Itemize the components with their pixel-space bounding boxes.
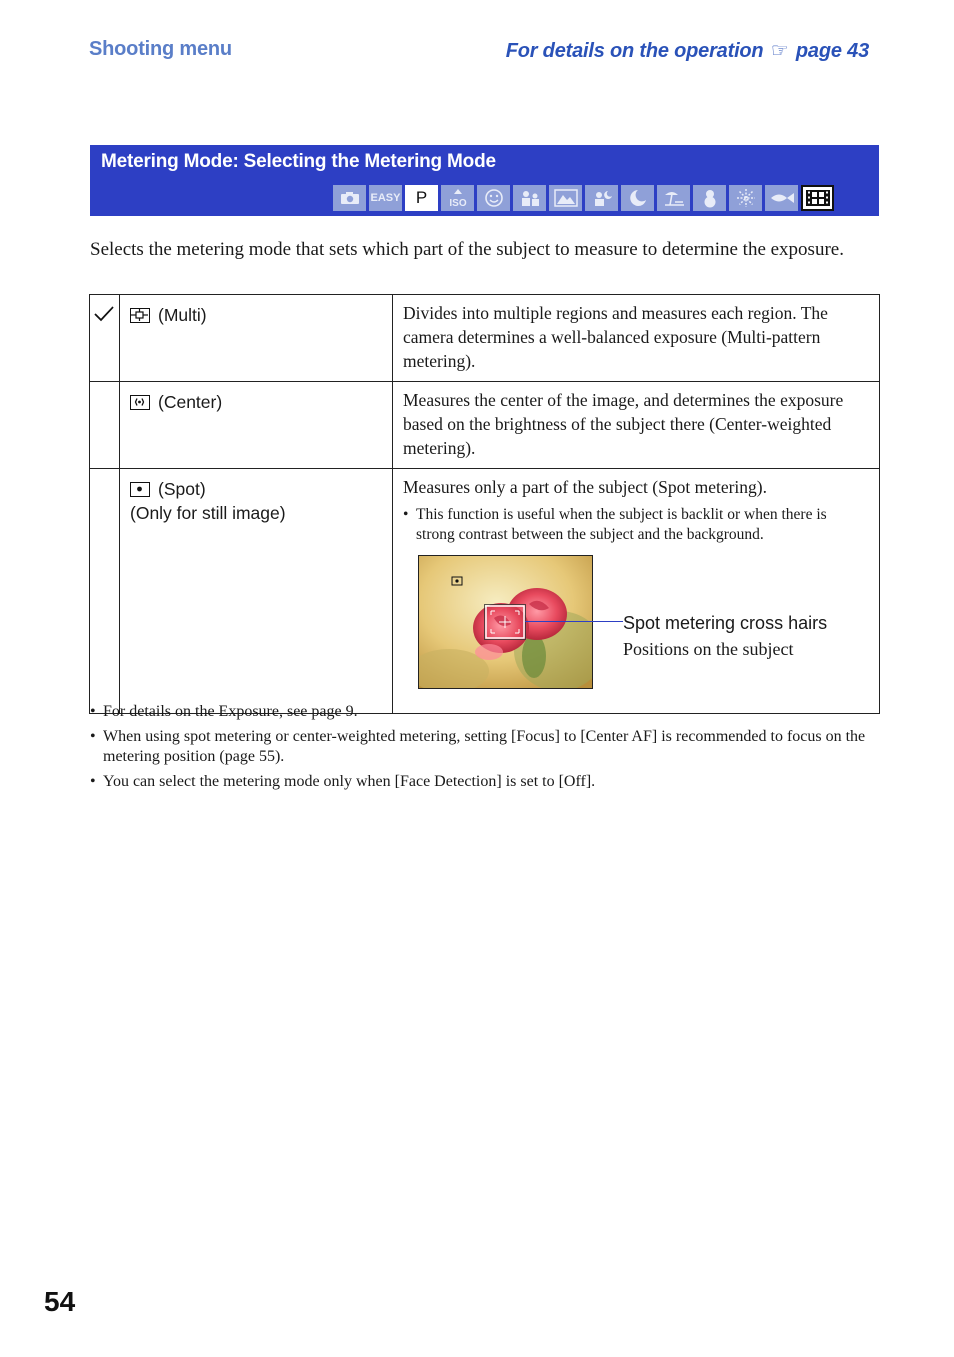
mode-name-cell xyxy=(120,295,393,382)
mode-bullet: • This function is useful when the subject is backlit or when there is strong contrast between the subject and the background. xyxy=(403,505,869,545)
fireworks-icon xyxy=(729,185,762,211)
default-check-icon xyxy=(93,305,115,323)
mode-description-cell xyxy=(393,469,880,714)
callout-subtitle: Positions on the subject xyxy=(623,639,794,659)
mode-name: (Spot) xyxy=(158,479,206,499)
mode-subnote: (Only for still image) xyxy=(130,503,286,523)
notes-list xyxy=(89,702,879,797)
easy-mode-icon: EASY xyxy=(369,185,402,211)
landscape-icon xyxy=(549,185,582,211)
gourmet-icon xyxy=(765,185,798,211)
mode-description: Measures the center of the image, and determines the exposure based on the brightness of the subject there (Center-weighted metering). xyxy=(403,390,844,458)
mode-name-cell xyxy=(120,382,393,469)
mode-description: Measures only a part of the subject (Spot metering). xyxy=(403,477,767,497)
banner-title: Metering Mode: Selecting the Metering Mode xyxy=(101,151,496,172)
table-row xyxy=(90,382,880,469)
center-metering-icon xyxy=(130,395,150,410)
table-row xyxy=(90,469,880,714)
table-row xyxy=(90,295,880,382)
list-item: • You can select the metering mode only when [Face Detection] is set to [Off]. xyxy=(89,772,879,792)
details-page: page 43 xyxy=(795,40,869,62)
mode-name: (Center) xyxy=(158,392,223,412)
snow-icon xyxy=(693,185,726,211)
high-iso-icon xyxy=(441,185,474,211)
callout-title: Spot metering cross hairs xyxy=(623,613,828,633)
list-item: • For details on the Exposure, see page 9. xyxy=(89,702,879,722)
svg-text:ISO: ISO xyxy=(448,198,467,208)
beach-icon xyxy=(657,185,690,211)
section-title: Shooting menu xyxy=(89,38,232,60)
twilight-portrait-icon xyxy=(585,185,618,211)
pointing-hand-icon: ☞ xyxy=(770,40,789,62)
default-marker-cell xyxy=(90,469,120,714)
auto-camera-icon xyxy=(333,185,366,211)
details-reference xyxy=(506,38,869,63)
smile-shutter-icon xyxy=(477,185,510,211)
program-mode-icon: P xyxy=(405,185,438,211)
default-marker-cell xyxy=(90,295,120,382)
default-marker-cell xyxy=(90,382,120,469)
twilight-icon xyxy=(621,185,654,211)
metering-mode-banner xyxy=(90,145,879,216)
rose-example-photo xyxy=(418,555,593,689)
details-text: For details on the operation xyxy=(505,40,764,62)
mode-description: Divides into multiple regions and measures each region. The camera determines a well-balanced exposure (Multi-pattern metering). xyxy=(403,303,828,371)
soft-snap-icon xyxy=(513,185,546,211)
mode-name-cell xyxy=(120,469,393,714)
mode-description-cell xyxy=(393,382,880,469)
mode-name: (Multi) xyxy=(158,305,207,325)
list-item: • When using spot metering or center-weighted metering, setting [Focus] to [Center AF] is recommended to focus on the metering position (page 55). xyxy=(89,727,879,767)
metering-mode-table xyxy=(89,294,880,714)
movie-icon xyxy=(801,185,834,211)
spot-example xyxy=(403,555,869,705)
multi-metering-icon xyxy=(130,308,150,323)
intro-paragraph: Selects the metering mode that sets which part of the subject to measure to determine the exposure. xyxy=(90,239,844,260)
mode-icon-strip xyxy=(333,185,834,211)
spot-metering-icon xyxy=(130,482,150,497)
page-number: 54 xyxy=(44,1286,76,1317)
mode-description-cell xyxy=(393,295,880,382)
callout-line xyxy=(525,621,623,622)
